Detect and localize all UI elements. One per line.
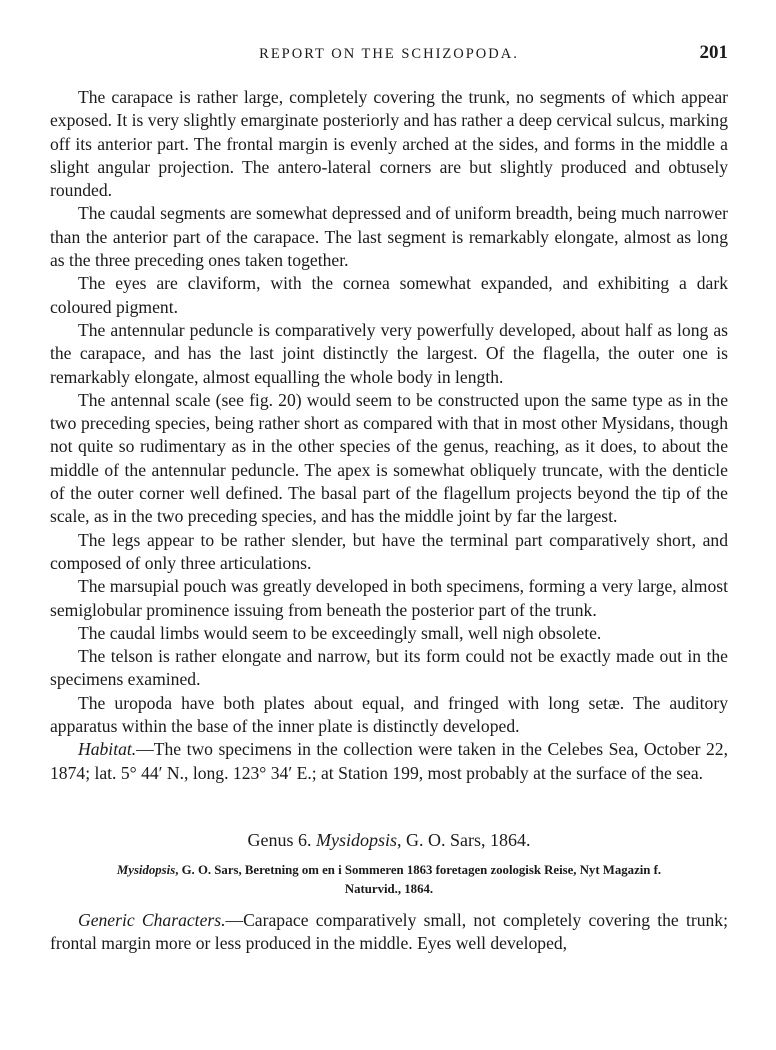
paragraph-caudal-limbs: The caudal limbs would seem to be exceedingly small, well nigh obsolete. xyxy=(78,622,602,643)
genus-citation xyxy=(90,861,688,899)
paragraph-caudal-segments: The caudal segments are somewhat depressed and of uniform breadth, being much narrower than the anterior part of the carapace. The last segment is remarkably elongate, almost as long as the three preceding ones taken together. xyxy=(50,203,728,271)
generic-characters-heading: Generic Characters. xyxy=(78,909,226,930)
generic-characters-text: —Carapace comparatively small, not completely covering the trunk; frontal margin more or less produced in the middle. Eyes well developed, xyxy=(50,909,728,954)
habitat-heading: Habitat. xyxy=(78,739,137,760)
genus-suffix: , G. O. Sars, 1864. xyxy=(397,829,531,850)
paragraph-telson: The telson is rather elongate and narrow, but its form could not be exactly made out in the specimens examined. xyxy=(50,646,728,690)
paragraph-antennular-peduncle: The antennular peduncle is comparatively very powerfully developed, about half as long as the carapace, and has the last joint distinctly the largest. Of the flagella, the outer one is remarkably elongate, almost equalling the whole body in length. xyxy=(50,319,728,387)
paragraph-carapace: The carapace is rather large, completely covering the trunk, no segments of which appear exposed. It is very slightly emarginate posteriorly and has rather a deep cervical sulcus, marking off its anterior part. The frontal margin is evenly arched at the sides, and forms in the middle a slight angular projection. The antero-lateral corners are but slightly produced and obtusely rounded. xyxy=(50,87,728,201)
genus-name: Mysidopsis xyxy=(316,829,397,850)
paragraph-uropoda: The uropoda have both plates about equal, and fringed with long setæ. The auditory apparatus within the base of the inner plate is distinctly developed. xyxy=(50,692,728,737)
page-number: 201 xyxy=(699,42,728,63)
running-title: REPORT ON THE SCHIZOPODA. xyxy=(259,46,519,62)
page-header xyxy=(50,0,728,63)
habitat-text: —The two specimens in the collection were taken in the Celebes Sea, October 22, 1874; lat. 5° 44′ N., long. 123° 34′ E.; at Station 199, most probably at the surface of the sea. xyxy=(50,739,728,783)
citation-text: , G. O. Sars, Beretning om en i Sommeren 1863 foretagen zoologisk Reise, Nyt Magazin f. Naturvid., 1864. xyxy=(175,862,662,896)
paragraph-antennal-scale: The antennal scale (see fig. 20) would seem to be constructed upon the same type as in the two preceding species, being rather short as compared with that in most other Mysidans, though not quite so rudimentary as in the other species of the genus, reaching, as it does, to about the middle of the antennular peduncle. The apex is somewhat obliquely truncate, with the denticle of the outer corner well defined. The basal part of the flagellum projects beyond the tip of the scale, as in the two preceding species, and has the middle joint by far the largest. xyxy=(50,389,728,527)
paragraph-generic-characters xyxy=(50,909,728,956)
paragraph-marsupial-pouch: The marsupial pouch was greatly developed in both specimens, forming a very large, almost semiglobular prominence issuing from beneath the posterior part of the trunk. xyxy=(50,576,728,620)
citation-name: Mysidopsis xyxy=(116,862,176,877)
genus-heading xyxy=(50,830,728,851)
page-body xyxy=(50,46,728,956)
paragraph-eyes: The eyes are claviform, with the cornea somewhat expanded, and exhibiting a dark coloured pigment. xyxy=(50,273,728,317)
paragraph-legs: The legs appear to be rather slender, but have the terminal part comparatively short, and composed of only three articulations. xyxy=(50,529,728,573)
paragraph-habitat xyxy=(50,738,728,785)
genus-prefix: Genus 6. xyxy=(247,829,316,850)
